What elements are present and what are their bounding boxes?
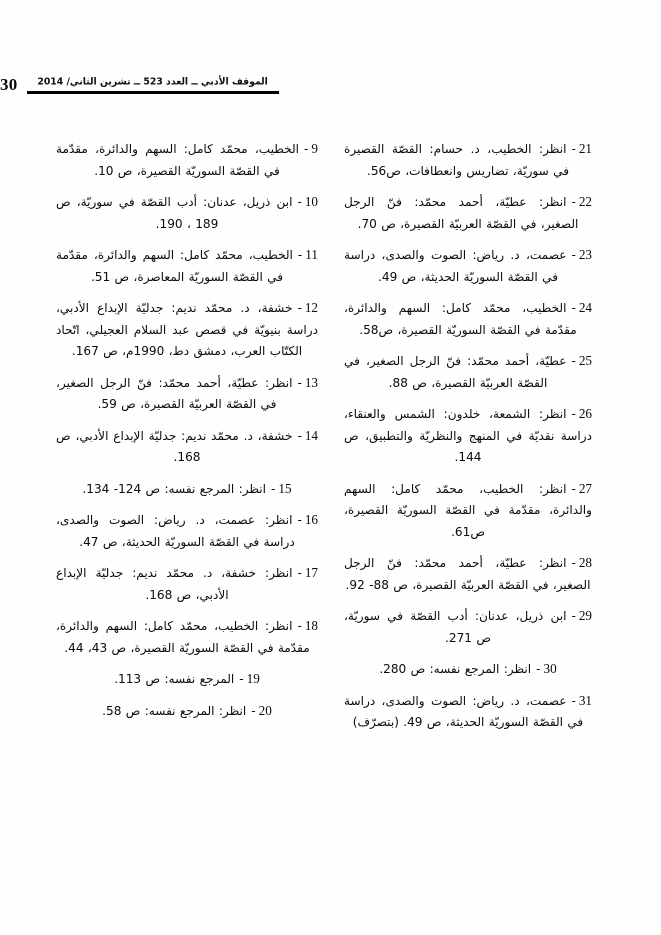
endnote-text: انظر: المرجع نفسه: ص 124- 134. xyxy=(82,481,267,496)
endnote-text: انظر: الخطيب، محمّد كامل: السهم والدائرة، مقدّمة في القصّة السوريّة القصيرة، ص 43، 44. xyxy=(56,619,310,655)
endnote-marker: 13 xyxy=(304,374,318,390)
endnote-marker: 23 xyxy=(578,247,592,262)
endnote-item xyxy=(56,562,318,606)
endnote-separator: - xyxy=(536,662,541,676)
endnote-item xyxy=(56,297,318,363)
running-head-text: الموقف الأدبي ــ العدد 523 ــ تشرين الثاني/ 2014 xyxy=(37,76,268,89)
endnote-item xyxy=(56,138,318,182)
endnote-marker: 27 xyxy=(578,480,592,496)
endnote-separator: - xyxy=(571,248,576,262)
running-head xyxy=(0,76,603,94)
endnote-item xyxy=(56,509,318,553)
endnote-item xyxy=(344,297,592,341)
endnote-item xyxy=(344,690,592,734)
endnote-separator: - xyxy=(571,407,576,421)
endnote-separator: - xyxy=(297,195,302,209)
endnote-marker: 22 xyxy=(578,194,592,209)
endnote-item xyxy=(344,403,592,469)
endnote-text: انظر: الشمعة، خلدون: الشمس والعنقاء، دراسة نقديّة في المنهج والنظريّة والتطبيق، ص 144. xyxy=(344,407,592,464)
endnote-text: انظر: عطيّة، أحمد محمّد: فنّ الرجل الصغير، في القصّة العربيّة القصيرة، ص 70. xyxy=(344,195,579,231)
endnote-marker: 24 xyxy=(578,300,592,315)
endnote-item xyxy=(56,668,318,691)
endnote-marker: 26 xyxy=(578,406,592,421)
endnote-separator: - xyxy=(571,195,576,209)
endnote-marker: 20 xyxy=(258,702,272,718)
endnote-item xyxy=(344,478,592,544)
endnote-separator: - xyxy=(271,481,276,496)
endnote-text: خشفة، د. محمّد نديم: جدليّة الإبداع الأدبي، دراسة بنيويّة في قصص عبد السلام العجيلي، اتّحاد الكتّاب العرب، دمشق دط، 1990م، ص 167. xyxy=(56,301,318,358)
endnote-marker: 29 xyxy=(578,608,592,623)
endnote-item xyxy=(344,658,592,681)
endnote-separator: - xyxy=(297,248,303,262)
endnote-text: عصمت، د. رياض: الصوت والصدى، دراسة في القصّة السوريّة الحديثة، ص 49. (بتصرّف) xyxy=(344,693,584,729)
endnote-item xyxy=(56,372,318,416)
endnote-item xyxy=(344,605,592,649)
endnote-column-left xyxy=(344,138,592,734)
endnote-text: انظر: الخطيب، د. حسام: القصّة القصيرة في سوريّة، تضاريس وانعطافات، ص56. xyxy=(344,142,569,178)
endnote-separator: - xyxy=(297,566,302,580)
endnote-item xyxy=(56,244,318,288)
endnote-separator: - xyxy=(571,142,576,156)
endnote-columns xyxy=(0,138,661,734)
endnote-marker: 21 xyxy=(578,141,592,156)
endnote-text: المرجع نفسه: ص 113. xyxy=(114,672,235,686)
endnote-separator: - xyxy=(297,619,302,633)
endnote-marker: 17 xyxy=(304,565,318,580)
endnote-text: الخطيب، محمّد كامل: السهم والدائرة، مقدّمة في القصّة السوريّة القصيرة، ص 10. xyxy=(56,142,300,178)
endnote-separator: - xyxy=(571,556,576,570)
endnote-item xyxy=(344,191,592,235)
endnote-separator: - xyxy=(571,693,576,708)
endnote-text: الخطيب، محمّد كامل: السهم والدائرة، مقدّمة في القصّة السوريّة القصيرة، ص58. xyxy=(344,301,577,337)
endnote-item xyxy=(56,191,318,235)
endnote-text: خشفة، د. محمّد نديم: جدليّة الإبداع الأدبي، ص 168. xyxy=(56,428,293,464)
endnote-separator: - xyxy=(571,481,576,496)
endnote-text: انظر: عصمت، د. رياض: الصوت والصدى، دراسة في القصّة السوريّة الحديثة، ص 47. xyxy=(56,513,295,549)
endnote-marker: 16 xyxy=(304,512,318,527)
endnote-item xyxy=(56,700,318,723)
endnote-item xyxy=(344,244,592,288)
endnote-text: عصمت، د. رياض: الصوت والصدى، دراسة في القصّة السوريّة الحديثة، ص 49. xyxy=(344,248,567,284)
endnote-marker: 19 xyxy=(246,671,260,686)
endnote-separator: - xyxy=(297,301,302,315)
endnote-marker: 31 xyxy=(578,692,592,708)
endnote-separator: - xyxy=(239,672,244,686)
endnote-text: ابن ذريل، عدنان: أدب القصّة في سوريّة، ص 189 ، 190. xyxy=(56,195,293,231)
running-head-band xyxy=(27,78,279,94)
endnote-item xyxy=(344,138,592,182)
endnote-marker: 12 xyxy=(304,300,318,315)
endnote-item xyxy=(56,615,318,659)
endnote-separator: - xyxy=(571,354,576,368)
endnote-marker: 9 xyxy=(311,141,318,156)
endnote-marker: 10 xyxy=(304,194,318,209)
endnote-text: انظر: المرجع نفسه: ص 58. xyxy=(102,703,247,718)
endnote-column-right xyxy=(56,138,318,722)
running-head-rule xyxy=(27,91,279,94)
endnote-text: انظر: خشفة، د. محمّد نديم: جدليّة الإبداع الأدبي، ص 168. xyxy=(56,566,293,602)
endnote-marker: 15 xyxy=(278,480,292,496)
endnote-text: انظر: عطيّة، أحمد محمّد: فنّ الرجل الصغير، في القصّة العربيّة القصيرة، ص 88- 92. xyxy=(344,556,591,592)
endnote-text: ابن ذريل، عدنان: أدب القصّة في سوريّة، ص 271. xyxy=(344,609,567,645)
endnote-marker: 14 xyxy=(304,427,318,443)
endnote-text: انظر: الخطيب، محمّد كامل: السهم والدائرة، مقدّمة في القصّة السوريّة القصيرة، ص61. xyxy=(344,481,592,539)
endnote-separator: - xyxy=(297,375,302,390)
endnote-text: انظر: عطيّة، أحمد محمّد: فنّ الرجل الصغير، في القصّة العربيّة القصيرة، ص 59. xyxy=(56,375,293,411)
endnote-text: انظر: المرجع نفسه: ص 280. xyxy=(379,662,532,676)
endnote-marker: 11 xyxy=(305,247,318,262)
endnote-item xyxy=(344,350,592,394)
endnote-text: الخطيب، محمّد كامل: السهم والدائرة، مقدّمة في القصّة السوريّة المعاصرة، ص 51. xyxy=(56,248,293,284)
endnote-item xyxy=(56,478,318,501)
endnote-marker: 18 xyxy=(304,618,318,633)
endnote-separator: - xyxy=(297,513,302,527)
page-number: 30 xyxy=(0,75,18,94)
endnote-item xyxy=(344,552,592,596)
endnote-marker: 25 xyxy=(578,353,592,368)
endnote-separator: - xyxy=(251,703,256,718)
endnote-marker: 28 xyxy=(578,555,592,570)
endnote-separator: - xyxy=(571,609,576,623)
endnote-separator: - xyxy=(297,428,302,443)
endnote-text: عطيّة، أحمد محمّد: فنّ الرجل الصغير، في القصّة العربيّة القصيرة، ص 88. xyxy=(344,354,567,390)
endnote-marker: 30 xyxy=(543,661,557,676)
endnote-item xyxy=(56,425,318,469)
endnote-separator: - xyxy=(304,142,309,156)
endnote-separator: - xyxy=(571,301,576,315)
